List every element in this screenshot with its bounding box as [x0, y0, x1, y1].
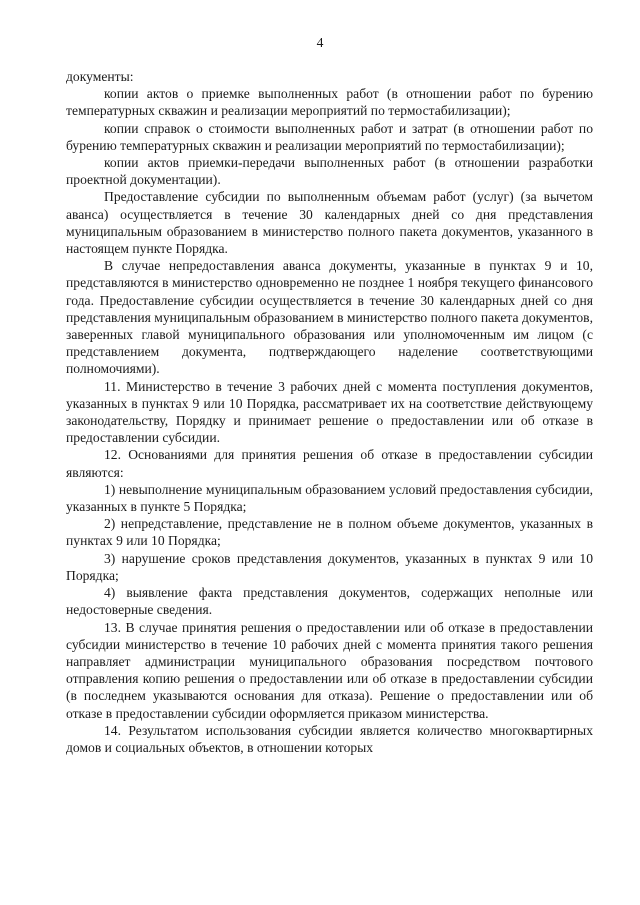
list-item: 2) непредставление, представление не в полном объеме документов, указанных в пунктах 9 или 10 Порядка; [66, 516, 593, 549]
paragraph-clause-12: 12. Основаниями для принятия решения об отказе в предоставлении субсидии являются: [66, 447, 593, 480]
paragraph: копии справок о стоимости выполненных работ и затрат (в отношении работ по бурению температурных скважин и реализации мероприятий по термостабилизации); [66, 120, 593, 153]
page-number: 4 [316, 35, 324, 50]
list-item: 3) нарушение сроков представления документов, указанных в пунктах 9 или 10 Порядка; [66, 550, 593, 583]
paragraph: Предоставление субсидии по выполненным объемам работ (услуг) (за вычетом аванса) осуществляется в течение 30 календарных дней со дня представления муниципальным образованием в министерство полного пакета документов, указанного в настоящем пункте Порядка. [66, 189, 593, 257]
paragraph: В случае непредоставления аванса документы, указанные в пунктах 9 и 10, представляются в министерство одновременно не позднее 1 ноября текущего финансового года. Предоставление субсидии осуществляется в течение 30 календарных дней со дня представления муниципальным образованием в министерство полного пакета документов, заверенных главой муниципального образования или уполномоченным им лицом (с представлением документа, подтверждающего наделение соответствующими полномочиями). [66, 258, 593, 377]
paragraph-clause-13: 13. В случае принятия решения о предоставлении или об отказе в предоставлении субсидии министерство в течение 10 рабочих дней с момента принятия такого решения направляет администрации муниципального образования посредством почтового отправления копию решения о предоставлении или об отказе в предоставлении субсидии (в последнем указываются основания для отказа). Решение о предоставлении или об отказе в предоставлении субсидии оформляется приказом министерства. [66, 619, 593, 721]
paragraph-clause-11: 11. Министерство в течение 3 рабочих дней с момента поступления документов, указанных в пунктах 9 или 10 Порядка, рассматривает их на соответствие действующему законодательству, Порядку и принимает решение о предоставлении или об отказе в предоставлении субсидии. [66, 378, 593, 446]
list-item: 1) невыполнение муниципальным образованием условий предоставления субсидии, указанных в пункте 5 Порядка; [66, 481, 593, 515]
paragraph: копии актов приемки-передачи выполненных работ (в отношении разработки проектной документации). [66, 155, 593, 188]
paragraph-clause-14: 14. Результатом использования субсидии является количество многоквартирных домов и социальных объектов, в отношении которых [66, 722, 593, 755]
paragraph: копии актов о приемке выполненных работ (в отношении работ по бурению температурных скважин и реализации мероприятий по термостабилизации); [66, 86, 593, 119]
paragraph-intro: документы: [66, 69, 134, 84]
document-body [66, 68, 593, 756]
list-item: 4) выявление факта представления документов, содержащих неполные или недостоверные сведения. [66, 585, 593, 618]
